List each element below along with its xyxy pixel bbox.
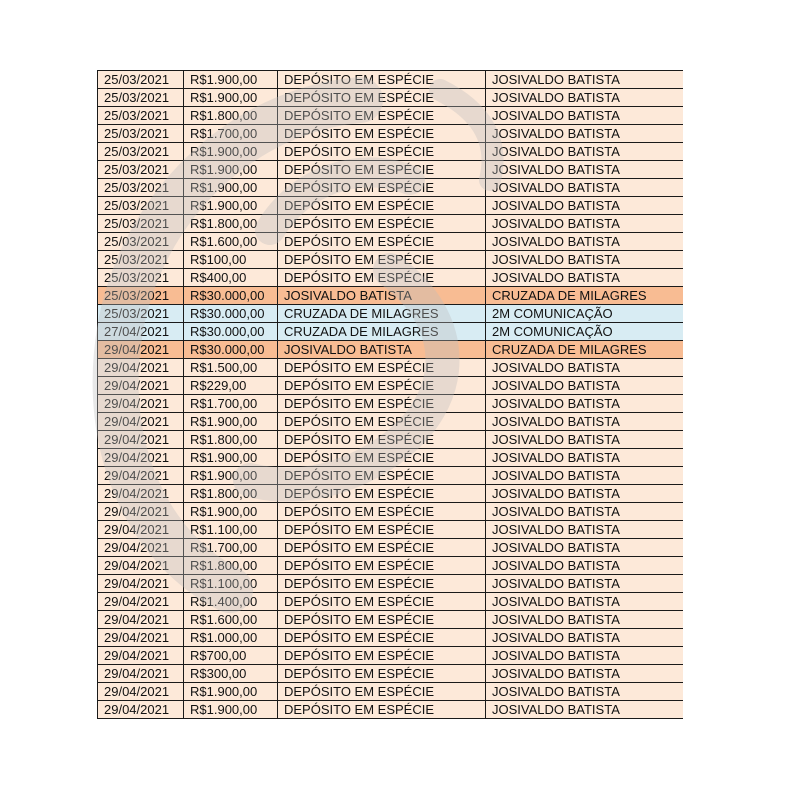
cell-destination: JOSIVALDO BATISTA: [486, 178, 684, 196]
table-row: [98, 466, 684, 484]
cell-destination: JOSIVALDO BATISTA: [486, 430, 684, 448]
transactions-sheet: [97, 66, 683, 720]
table-row: [98, 232, 684, 250]
cell-destination: JOSIVALDO BATISTA: [486, 556, 684, 574]
cell-amount: R$100,00: [184, 250, 278, 268]
cell-origin: DEPÓSITO EM ESPÉCIE: [278, 160, 486, 178]
cell-destination: JOSIVALDO BATISTA: [486, 574, 684, 592]
cell-origin: DEPÓSITO EM ESPÉCIE: [278, 592, 486, 610]
cell-origin: DEPÓSITO EM ESPÉCIE: [278, 214, 486, 232]
cell-origin: DEPÓSITO EM ESPÉCIE: [278, 700, 486, 718]
cell-amount: R$300,00: [184, 664, 278, 682]
cell-origin: DEPÓSITO EM ESPÉCIE: [278, 250, 486, 268]
cell-destination: JOSIVALDO BATISTA: [486, 160, 684, 178]
cell-destination: 2M COMUNICAÇÃO: [486, 304, 684, 322]
cell-origin: DEPÓSITO EM ESPÉCIE: [278, 682, 486, 700]
cell-amount: R$30.000,00: [184, 322, 278, 340]
cell-amount: R$1.900,00: [184, 682, 278, 700]
cell-date: 25/03/2021: [98, 70, 184, 88]
table-row: [98, 556, 684, 574]
cell-destination: JOSIVALDO BATISTA: [486, 376, 684, 394]
cell-destination: JOSIVALDO BATISTA: [486, 502, 684, 520]
cell-destination: JOSIVALDO BATISTA: [486, 412, 684, 430]
cell-origin: DEPÓSITO EM ESPÉCIE: [278, 556, 486, 574]
cell-destination: JOSIVALDO BATISTA: [486, 358, 684, 376]
cell-origin: DEPÓSITO EM ESPÉCIE: [278, 610, 486, 628]
cell-date: 29/04/2021: [98, 430, 184, 448]
table-row: [98, 70, 684, 88]
table-row: [98, 124, 684, 142]
cell-origin: DEPÓSITO EM ESPÉCIE: [278, 520, 486, 538]
cell-destination: JOSIVALDO BATISTA: [486, 196, 684, 214]
cell-date: 29/04/2021: [98, 664, 184, 682]
cell-date: 25/03/2021: [98, 142, 184, 160]
cell-amount: R$1.100,00: [184, 520, 278, 538]
table-row: [98, 574, 684, 592]
table-row: [98, 304, 684, 322]
cell-date: 25/03/2021: [98, 178, 184, 196]
cell-destination: JOSIVALDO BATISTA: [486, 628, 684, 646]
cell-origin: DEPÓSITO EM ESPÉCIE: [278, 70, 486, 88]
transactions-body: [98, 70, 684, 718]
cell-date: 29/04/2021: [98, 646, 184, 664]
cell-origin: JOSIVALDO BATISTA: [278, 286, 486, 304]
cell-amount: R$30.000,00: [184, 304, 278, 322]
cell-destination: JOSIVALDO BATISTA: [486, 70, 684, 88]
cell-destination: JOSIVALDO BATISTA: [486, 268, 684, 286]
cell-date: 29/04/2021: [98, 358, 184, 376]
cell-destination: JOSIVALDO BATISTA: [486, 700, 684, 718]
cell-amount: R$1.800,00: [184, 214, 278, 232]
cell-amount: R$1.900,00: [184, 502, 278, 520]
cell-amount: R$1.900,00: [184, 142, 278, 160]
cell-date: 25/03/2021: [98, 124, 184, 142]
cell-date: 25/03/2021: [98, 196, 184, 214]
cell-destination: JOSIVALDO BATISTA: [486, 106, 684, 124]
table-row: [98, 322, 684, 340]
cell-amount: R$1.800,00: [184, 106, 278, 124]
table-row: [98, 610, 684, 628]
cell-date: 29/04/2021: [98, 556, 184, 574]
cell-amount: R$1.800,00: [184, 430, 278, 448]
cell-date: 29/04/2021: [98, 538, 184, 556]
cell-origin: DEPÓSITO EM ESPÉCIE: [278, 358, 486, 376]
cell-amount: R$1.900,00: [184, 700, 278, 718]
cell-amount: R$1.900,00: [184, 412, 278, 430]
table-row: [98, 340, 684, 358]
transactions-table: [97, 70, 683, 719]
cell-origin: DEPÓSITO EM ESPÉCIE: [278, 430, 486, 448]
table-row: [98, 664, 684, 682]
cell-origin: CRUZADA DE MILAGRES: [278, 304, 486, 322]
cell-amount: R$1.600,00: [184, 232, 278, 250]
cell-amount: R$1.900,00: [184, 88, 278, 106]
cell-origin: DEPÓSITO EM ESPÉCIE: [278, 106, 486, 124]
cell-destination: JOSIVALDO BATISTA: [486, 394, 684, 412]
cell-destination: JOSIVALDO BATISTA: [486, 250, 684, 268]
table-row: [98, 106, 684, 124]
cell-origin: DEPÓSITO EM ESPÉCIE: [278, 502, 486, 520]
cell-date: 29/04/2021: [98, 376, 184, 394]
cell-origin: DEPÓSITO EM ESPÉCIE: [278, 646, 486, 664]
cell-destination: JOSIVALDO BATISTA: [486, 592, 684, 610]
cell-destination: JOSIVALDO BATISTA: [486, 232, 684, 250]
table-row: [98, 142, 684, 160]
cell-amount: R$1.600,00: [184, 610, 278, 628]
cell-amount: R$229,00: [184, 376, 278, 394]
table-row: [98, 268, 684, 286]
cell-origin: DEPÓSITO EM ESPÉCIE: [278, 376, 486, 394]
table-row: [98, 250, 684, 268]
cell-amount: R$1.900,00: [184, 178, 278, 196]
cell-date: 29/04/2021: [98, 520, 184, 538]
table-row: [98, 376, 684, 394]
cell-destination: JOSIVALDO BATISTA: [486, 214, 684, 232]
cell-date: 25/03/2021: [98, 88, 184, 106]
cell-date: 29/04/2021: [98, 484, 184, 502]
cell-date: 29/04/2021: [98, 340, 184, 358]
cell-destination: CRUZADA DE MILAGRES: [486, 286, 684, 304]
table-row: [98, 520, 684, 538]
cell-origin: DEPÓSITO EM ESPÉCIE: [278, 178, 486, 196]
cell-date: 25/03/2021: [98, 160, 184, 178]
cell-amount: R$1.400,00: [184, 592, 278, 610]
table-row: [98, 430, 684, 448]
cell-amount: R$1.700,00: [184, 394, 278, 412]
table-row: [98, 196, 684, 214]
cell-amount: R$1.900,00: [184, 160, 278, 178]
cell-amount: R$700,00: [184, 646, 278, 664]
cell-amount: R$30.000,00: [184, 340, 278, 358]
table-row: [98, 412, 684, 430]
table-row: [98, 538, 684, 556]
cell-origin: DEPÓSITO EM ESPÉCIE: [278, 628, 486, 646]
cell-date: 25/03/2021: [98, 286, 184, 304]
cell-date: 29/04/2021: [98, 574, 184, 592]
cell-amount: R$30.000,00: [184, 286, 278, 304]
cell-amount: R$1.700,00: [184, 124, 278, 142]
table-row: [98, 592, 684, 610]
cell-amount: R$1.800,00: [184, 556, 278, 574]
cell-date: 25/03/2021: [98, 250, 184, 268]
cell-destination: JOSIVALDO BATISTA: [486, 610, 684, 628]
cell-origin: CRUZADA DE MILAGRES: [278, 322, 486, 340]
cell-destination: JOSIVALDO BATISTA: [486, 520, 684, 538]
table-row: [98, 358, 684, 376]
table-row: [98, 448, 684, 466]
cell-amount: R$1.700,00: [184, 538, 278, 556]
cell-origin: DEPÓSITO EM ESPÉCIE: [278, 574, 486, 592]
table-row: [98, 682, 684, 700]
cell-amount: R$1.900,00: [184, 70, 278, 88]
table-row: [98, 88, 684, 106]
cell-origin: DEPÓSITO EM ESPÉCIE: [278, 466, 486, 484]
cell-date: 25/03/2021: [98, 268, 184, 286]
cell-date: 29/04/2021: [98, 502, 184, 520]
cell-destination: JOSIVALDO BATISTA: [486, 646, 684, 664]
table-row: [98, 178, 684, 196]
cell-origin: DEPÓSITO EM ESPÉCIE: [278, 142, 486, 160]
cell-date: 29/04/2021: [98, 610, 184, 628]
table-row: [98, 646, 684, 664]
cell-origin: DEPÓSITO EM ESPÉCIE: [278, 196, 486, 214]
table-row: [98, 160, 684, 178]
table-row: [98, 484, 684, 502]
cell-amount: R$1.500,00: [184, 358, 278, 376]
cell-amount: R$1.000,00: [184, 628, 278, 646]
cell-destination: JOSIVALDO BATISTA: [486, 682, 684, 700]
cell-destination: JOSIVALDO BATISTA: [486, 664, 684, 682]
cell-date: 29/04/2021: [98, 628, 184, 646]
table-row: [98, 502, 684, 520]
cell-origin: DEPÓSITO EM ESPÉCIE: [278, 664, 486, 682]
cell-origin: DEPÓSITO EM ESPÉCIE: [278, 538, 486, 556]
cell-date: 29/04/2021: [98, 448, 184, 466]
cell-date: 29/04/2021: [98, 466, 184, 484]
table-row: [98, 700, 684, 718]
cell-destination: CRUZADA DE MILAGRES: [486, 340, 684, 358]
cell-destination: 2M COMUNICAÇÃO: [486, 322, 684, 340]
cell-origin: DEPÓSITO EM ESPÉCIE: [278, 232, 486, 250]
cell-date: 29/04/2021: [98, 394, 184, 412]
cell-origin: DEPÓSITO EM ESPÉCIE: [278, 124, 486, 142]
cell-date: 25/03/2021: [98, 214, 184, 232]
cell-amount: R$1.800,00: [184, 484, 278, 502]
cell-origin: DEPÓSITO EM ESPÉCIE: [278, 412, 486, 430]
cell-date: 25/03/2021: [98, 304, 184, 322]
cell-destination: JOSIVALDO BATISTA: [486, 88, 684, 106]
table-row: [98, 214, 684, 232]
cell-destination: JOSIVALDO BATISTA: [486, 466, 684, 484]
cell-origin: DEPÓSITO EM ESPÉCIE: [278, 394, 486, 412]
cell-date: 29/04/2021: [98, 682, 184, 700]
cell-amount: R$1.900,00: [184, 196, 278, 214]
cell-amount: R$400,00: [184, 268, 278, 286]
cell-origin: DEPÓSITO EM ESPÉCIE: [278, 448, 486, 466]
cell-date: 29/04/2021: [98, 412, 184, 430]
cell-origin: JOSIVALDO BATISTA: [278, 340, 486, 358]
table-row: [98, 394, 684, 412]
cell-date: 25/03/2021: [98, 232, 184, 250]
cell-origin: DEPÓSITO EM ESPÉCIE: [278, 88, 486, 106]
cell-origin: DEPÓSITO EM ESPÉCIE: [278, 268, 486, 286]
cell-amount: R$1.900,00: [184, 448, 278, 466]
cell-amount: R$1.100,00: [184, 574, 278, 592]
cell-date: 25/03/2021: [98, 106, 184, 124]
cell-date: 29/04/2021: [98, 700, 184, 718]
cell-destination: JOSIVALDO BATISTA: [486, 538, 684, 556]
cell-destination: JOSIVALDO BATISTA: [486, 124, 684, 142]
cell-date: 29/04/2021: [98, 592, 184, 610]
cell-date: 27/04/2021: [98, 322, 184, 340]
table-row: [98, 286, 684, 304]
cell-origin: DEPÓSITO EM ESPÉCIE: [278, 484, 486, 502]
table-row: [98, 628, 684, 646]
cell-destination: JOSIVALDO BATISTA: [486, 448, 684, 466]
cell-destination: JOSIVALDO BATISTA: [486, 484, 684, 502]
cell-destination: JOSIVALDO BATISTA: [486, 142, 684, 160]
cell-amount: R$1.900,00: [184, 466, 278, 484]
